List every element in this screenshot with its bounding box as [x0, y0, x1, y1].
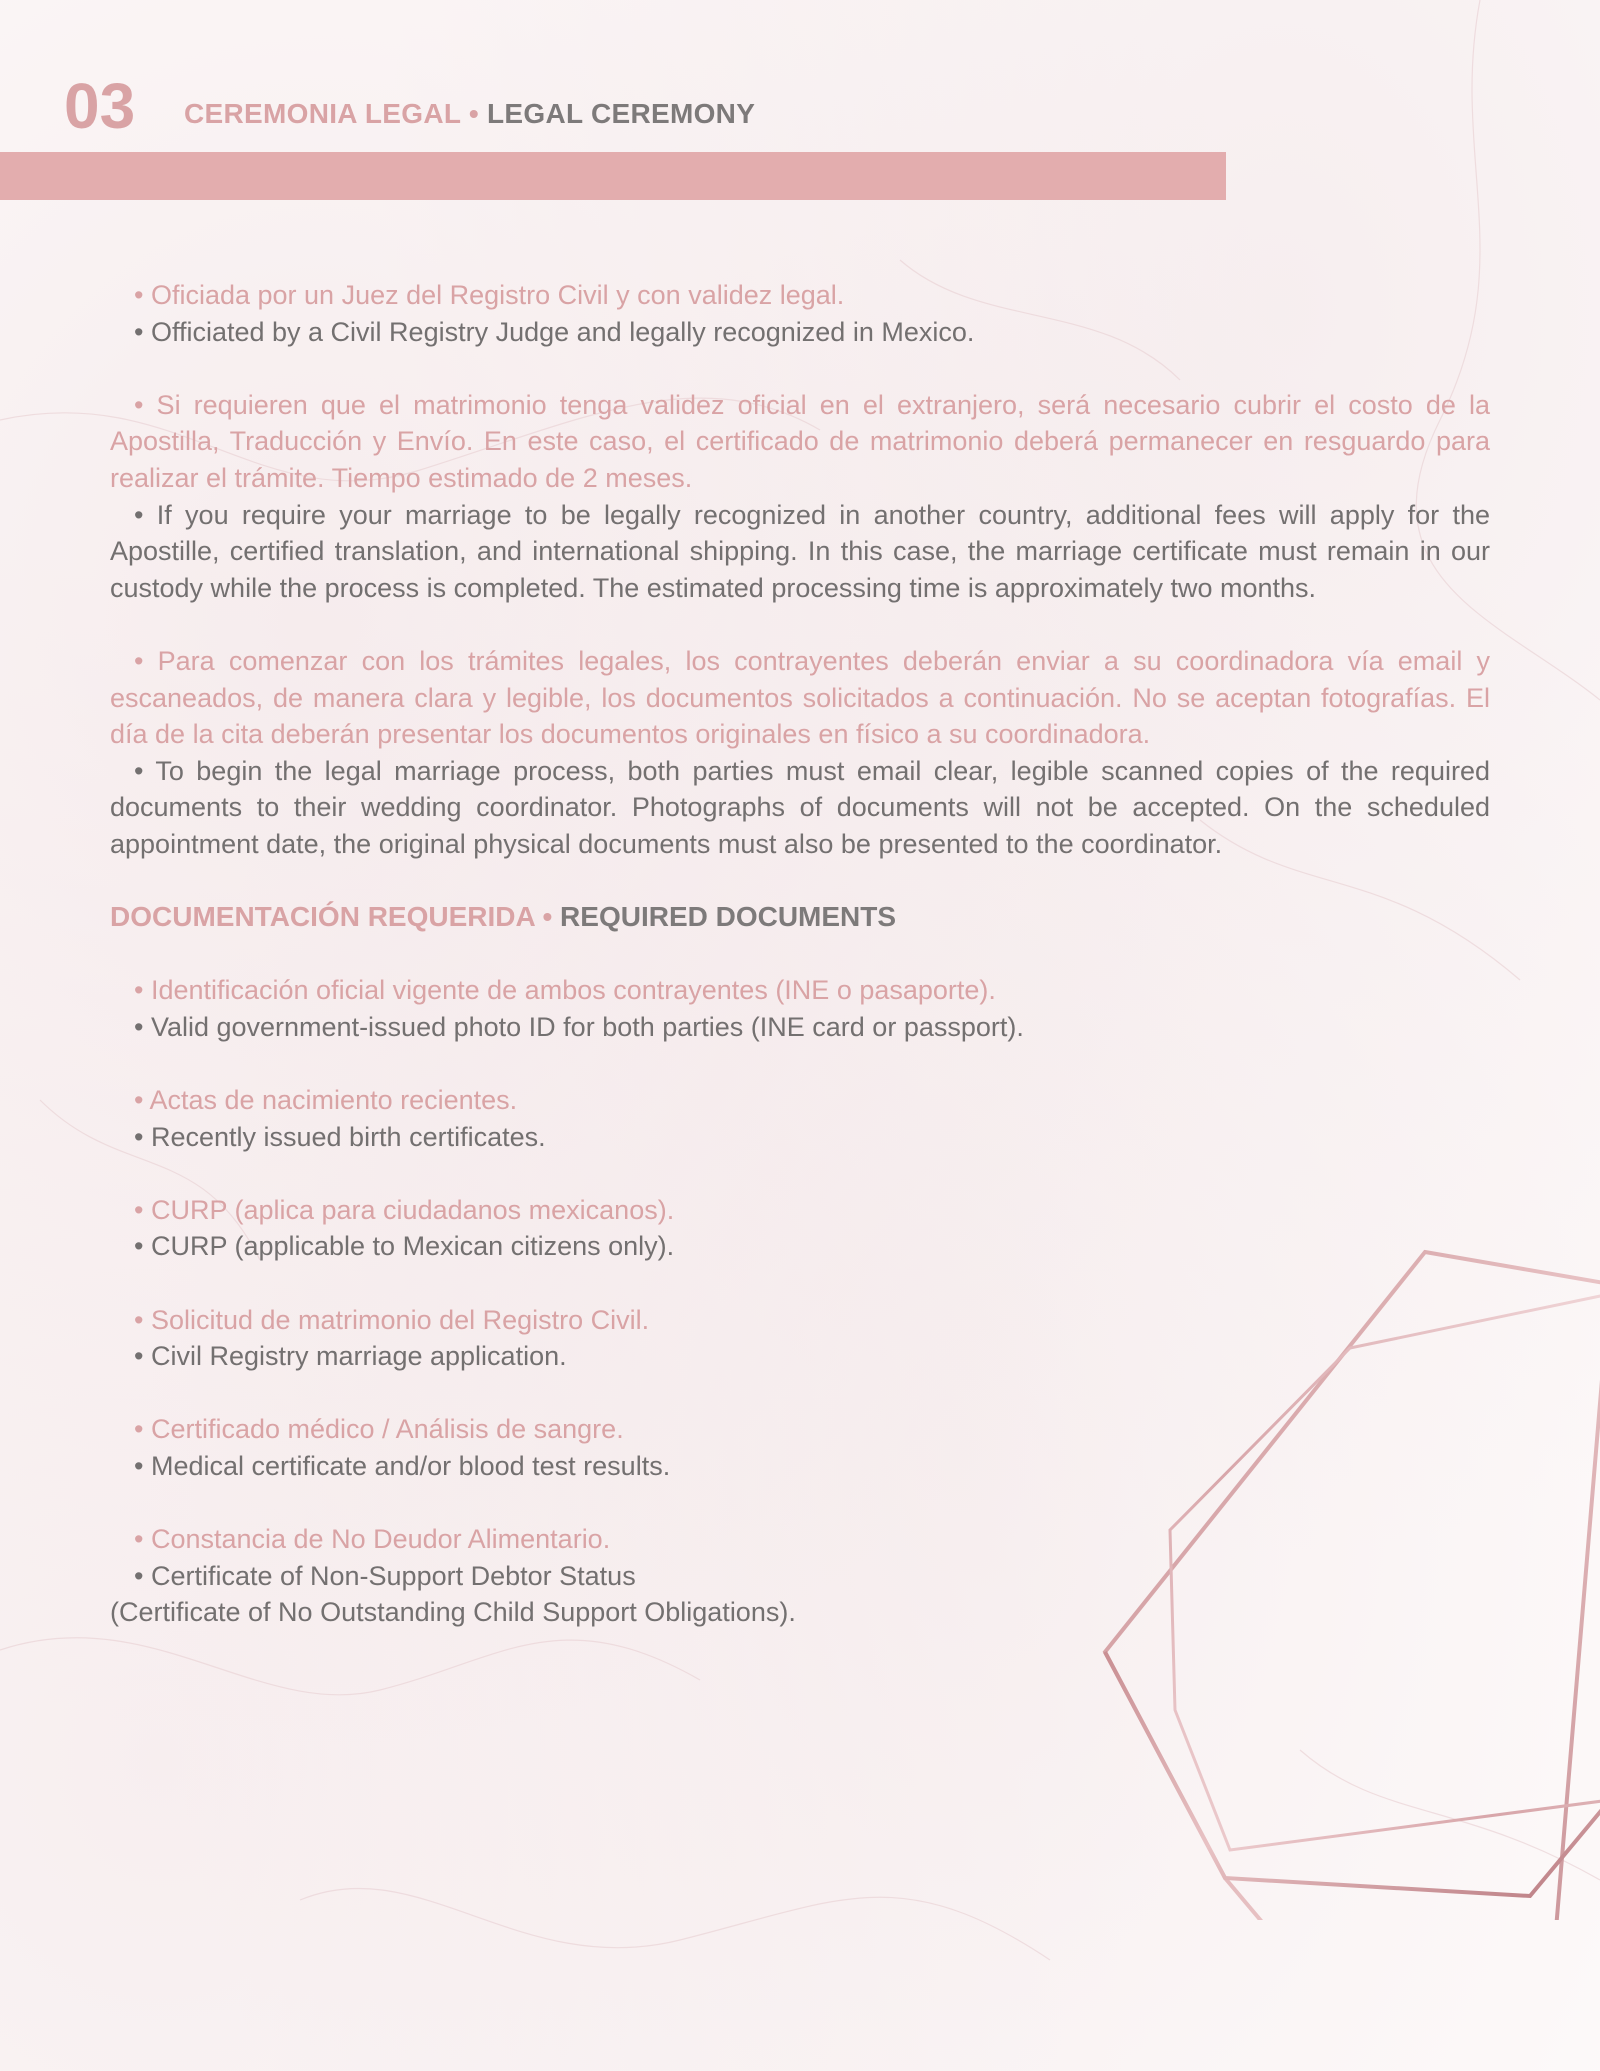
section-number: 03 — [64, 70, 136, 142]
title-separator: • — [468, 98, 479, 129]
documents-heading — [110, 899, 1490, 936]
doc-item-en-note: (Certificate of No Outstanding Child Support Obligations). — [110, 1597, 796, 1628]
doc-item-es: • Solicitud de matrimonio del Registro Civil. — [134, 1304, 650, 1335]
intro-es-2: • Si requieren que el matrimonio tenga validez oficial en el extranjero, será necesario cubrir el costo de la Apostilla, Traducción y Envío. En este caso, el certificado de matrimonio deberá permanecer en resguardo para realizar el trámite. Tiempo estimado de 2 meses. — [110, 389, 1490, 493]
doc-item-en: • Medical certificate and/or blood test results. — [134, 1451, 671, 1481]
doc-item-en: • Recently issued birth certificates. — [134, 1121, 546, 1152]
doc-item-en: • CURP (applicable to Mexican citizens only). — [134, 1231, 675, 1262]
section-title — [184, 96, 755, 132]
intro-en-2: • If you require your marriage to be legally recognized in another country, additional fees will apply for the Apostille, certified translation, and international shipping. In this case, the marriage certificate must remain in our custody while the process is completed. The estimated processing time is approximately two months. — [110, 499, 1490, 603]
header-bar — [0, 152, 1226, 200]
section-title-es: CEREMONIA LEGAL — [184, 98, 461, 129]
documents-heading-es: DOCUMENTACIÓN REQUERIDA — [110, 901, 535, 933]
doc-item-es: • Identificación oficial vigente de ambos contrayentes (INE o pasaporte). — [134, 975, 996, 1006]
doc-item-en: • Valid government-issued photo ID for both parties (INE card or passport). — [134, 1011, 1024, 1042]
documents-heading-en: REQUIRED DOCUMENTS — [560, 901, 897, 933]
doc-item-en: • Certificate of Non-Support Debtor Status — [134, 1560, 636, 1591]
section-title-en: LEGAL CEREMONY — [487, 98, 756, 129]
intro-es-1: • Oficiada por un Juez del Registro Civil y con validez legal. — [134, 280, 845, 310]
intro-es-3: • Para comenzar con los trámites legales, los contrayentes deberán enviar a su coordinadora vía email y escaneados, de manera clara y legible, los documentos solicitados a continuación. No se aceptan fotografías. El día de la cita deberán presentar los documentos originales en físico a su coordinadora. — [110, 645, 1490, 750]
doc-item-es: • Actas de nacimiento recientes. — [134, 1085, 518, 1116]
intro-en-3: • To begin the legal marriage process, both parties must email clear, legible scanned copies of the required documents to their wedding coordinator. Photographs of documents will not be accepted. On the scheduled appointment date, the original physical documents must also be presented to the coordinator. — [110, 755, 1490, 859]
intro-en-1: • Officiated by a Civil Registry Judge and legally recognized in Mexico. — [134, 316, 975, 347]
documents-heading-separator: • — [542, 901, 553, 933]
geometric-frame-decoration — [1090, 1240, 1600, 1920]
doc-item-es: • Certificado médico / Análisis de sangre. — [134, 1414, 624, 1445]
doc-item-es: • Constancia de No Deudor Alimentario. — [134, 1524, 611, 1555]
doc-item-en: • Civil Registry marriage application. — [134, 1341, 567, 1372]
doc-item-es: • CURP (aplica para ciudadanos mexicanos). — [134, 1194, 675, 1225]
